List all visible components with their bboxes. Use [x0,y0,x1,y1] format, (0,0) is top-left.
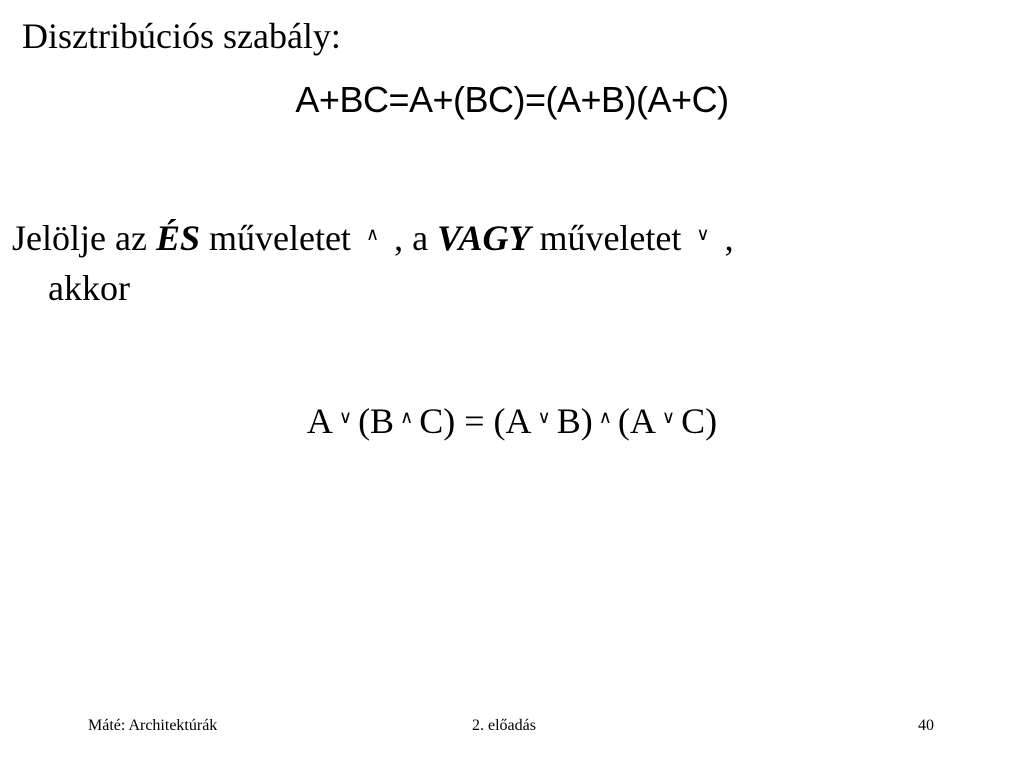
para-text-1: Jelölje az [12,218,156,258]
f2-term-1: A [306,401,333,441]
f2-term-4: B) [556,401,593,441]
para-line-2: akkor [48,268,130,308]
slide-heading: Disztribúciós szabály: [22,16,341,56]
or-symbol: ∨ [696,224,710,245]
f2-or-symbol-3: ∨ [661,407,676,428]
notation-paragraph [12,210,1002,313]
and-keyword: ÉS [155,218,200,258]
distributive-formula-algebraic: A+BC=A+(BC)=(A+B)(A+C) [295,79,729,120]
footer-page-number: 40 [918,717,934,734]
footer-author-course: Máté: Architektúrák [88,717,218,734]
f2-term-6: C) [681,401,718,441]
para-text-4: műveletet [530,218,691,258]
f2-term-2: (B [358,401,395,441]
and-symbol: ∧ [365,224,380,245]
f2-and-symbol-2: ∧ [598,407,612,428]
f2-or-symbol-1: ∨ [338,407,353,428]
f2-term-5: (A [617,401,656,441]
f2-term-3: C) = (A [419,401,532,441]
footer-lecture: 2. előadás [472,717,536,734]
or-keyword: VAGY [437,218,531,258]
f2-and-symbol-1: ∧ [400,407,414,428]
distributive-formula-logical [0,393,1024,446]
para-text-2: műveletet [199,218,360,258]
f2-or-symbol-2: ∨ [537,407,551,428]
para-text-5: , [715,218,734,258]
para-text-3: , a [385,218,438,258]
